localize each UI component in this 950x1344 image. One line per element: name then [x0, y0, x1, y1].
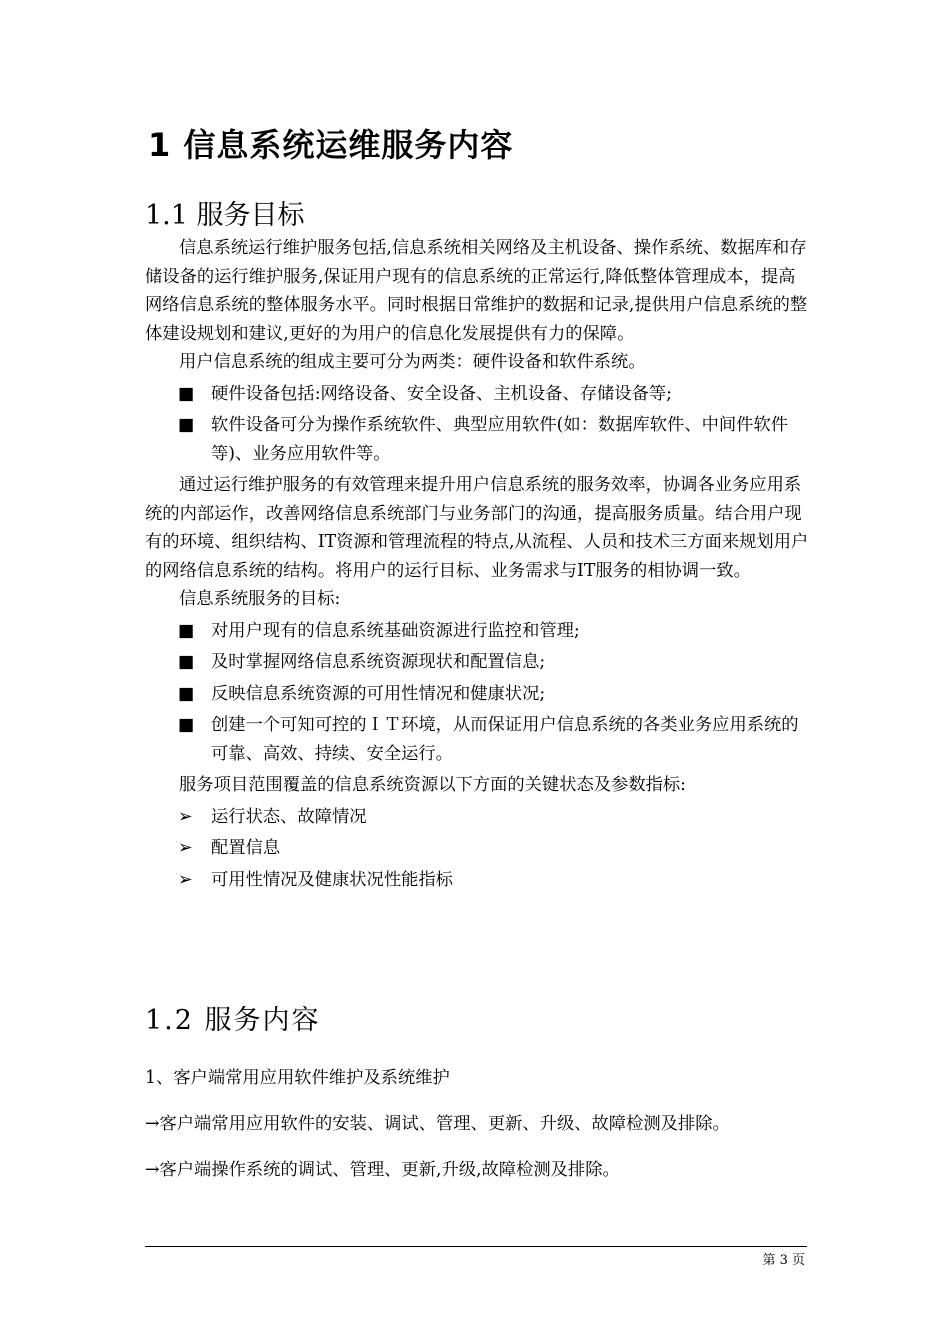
paragraph: →客户端常用应用软件的安装、调试、管理、更新、升级、故障检测及排除。: [145, 1114, 730, 1134]
list-item: [145, 803, 810, 832]
paragraph: →客户端操作系统的调试、管理、更新,升级,故障检测及排除。: [145, 1160, 620, 1180]
list-item: [145, 680, 810, 709]
arrow-bullet-icon: ➢: [178, 806, 193, 827]
paragraph: 用户信息系统的组成主要可分为两类：硬件设备和软件系统。: [179, 352, 646, 372]
list-item: [145, 380, 810, 409]
list-item: [145, 648, 810, 677]
list-item-text: 对用户现有的信息系统基础资源进行监控和管理;: [211, 620, 580, 641]
list-item-text: 软件设备可分为操作系统软件、典型应用软件(如：数据库软件、中间件软件等)、业务应用软件等。: [211, 415, 789, 464]
list-item: [145, 834, 810, 863]
arrow-bullet-icon: ➢: [178, 869, 193, 890]
square-bullet-icon: ■: [178, 715, 195, 735]
list-item: [145, 711, 810, 768]
section-heading-1-2: 1.2 服务内容: [145, 1005, 321, 1036]
list-item-text: 可用性情况及健康状况性能指标: [211, 869, 453, 890]
paragraph: 信息系统运行维护服务包括,信息系统相关网络及主机设备、操作系统、数据库和存储设备的运行维护服务,保证用户现有的信息系统的正常运行,降低整体管理成本，提高网络信息系统的整体服务水平。同时根据日常维护的数据和记录,提供用户信息系统的整体建设规划和建议,更好的为用户的信息化发展提供有力的保障。: [145, 238, 808, 344]
list-item: [145, 617, 810, 646]
list-item: [145, 866, 810, 895]
section-heading-1-1: 1.1 服务目标: [145, 200, 305, 231]
list-item: [145, 411, 810, 468]
list-item-text: 反映信息系统资源的可用性情况和健康状况;: [211, 683, 546, 704]
section-1-1-body: [145, 234, 810, 897]
paragraph: 通过运行维护服务的有效管理来提升用户信息系统的服务效率，协调各业务应用系统的内部运作，改善网络信息系统部门与业务部门的沟通，提高服务质量。结合用户现有的环境、组织结构、IT资源和管理流程的特点,从流程、人员和技术三方面来规划用户的网络信息系统的结构。将用户的运行目标、业务需求与IT服务的相协调一致。: [145, 475, 809, 581]
square-bullet-icon: ■: [178, 652, 195, 672]
footer-divider: [145, 1246, 807, 1247]
list-item-text: 创建一个可知可控的ＩＴ环境，从而保证用户信息系统的各类业务应用系统的可靠、高效、持续、安全运行。: [211, 715, 799, 764]
list-item-text: 运行状态、故障情况: [211, 806, 367, 827]
paragraph: 服务项目范围覆盖的信息系统资源以下方面的关键状态及参数指标:: [179, 775, 686, 795]
list-item-text: 硬件设备包括:网络设备、安全设备、主机设备、存储设备等;: [211, 383, 672, 404]
page-number: 第 3 页: [762, 1253, 805, 1268]
arrow-bullet-icon: ➢: [178, 838, 193, 858]
list-item-text: 配置信息: [211, 838, 281, 858]
paragraph: 信息系统服务的目标:: [179, 589, 341, 609]
square-bullet-icon: ■: [178, 383, 195, 404]
square-bullet-icon: ■: [178, 415, 195, 435]
square-bullet-icon: ■: [178, 683, 195, 704]
list-item-text: 及时掌握网络信息系统资源现状和配置信息;: [211, 652, 546, 672]
square-bullet-icon: ■: [178, 620, 195, 641]
paragraph: 1、客户端常用应用软件维护及系统维护: [145, 1068, 450, 1088]
chapter-heading: 1 信息系统运维服务内容: [148, 126, 514, 164]
section-1-2-body: [145, 1064, 825, 1202]
